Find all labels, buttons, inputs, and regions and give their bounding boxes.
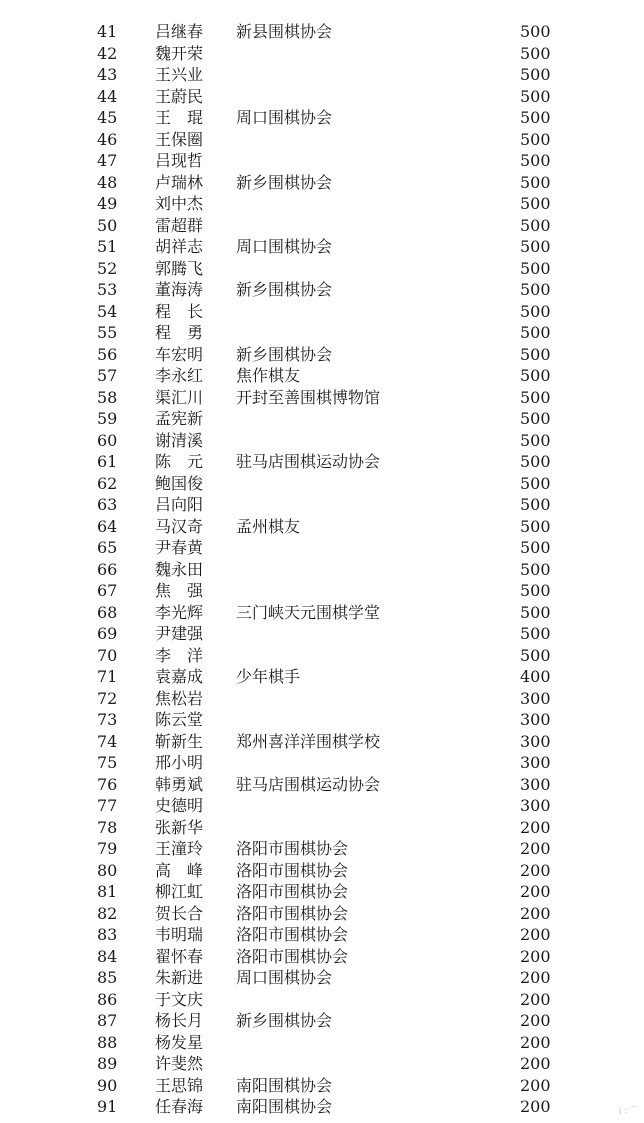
donor-name: 魏开荣 [155,43,204,63]
row-number: 81 [97,882,118,901]
list-item [0,365,644,387]
row-number: 77 [97,796,118,815]
row-number: 49 [97,194,118,213]
donor-organization: 周口围棋协会 [236,108,333,127]
list-item [0,645,644,667]
list-item [0,709,644,731]
row-number: 70 [97,645,118,665]
donor-organization: 新县围棋协会 [236,22,333,41]
donation-amount: 500 [520,452,551,471]
donation-amount: 500 [520,645,551,665]
donor-name: 王潼玲 [155,839,204,858]
watermark: (∵⌒ [618,1107,640,1117]
donation-amount: 200 [520,903,551,923]
donation-amount: 300 [520,796,551,815]
row-number: 46 [97,129,118,149]
row-number: 86 [97,989,118,1009]
row-number: 88 [97,1032,118,1052]
row-number: 76 [97,774,118,794]
list-item [0,924,644,946]
list-item [0,451,644,473]
donor-organization: 驻马店围棋运动协会 [236,774,381,794]
donor-organization: 洛阳市围棋协会 [236,882,349,901]
row-number: 64 [97,516,118,536]
row-number: 69 [97,624,118,643]
donation-amount: 200 [520,1011,551,1030]
donation-amount: 500 [520,387,551,407]
row-number: 72 [97,688,118,708]
list-item [0,795,644,817]
donor-name: 董海涛 [155,280,204,299]
donor-name: 吕向阳 [155,495,204,514]
list-item [0,623,644,645]
donor-name: 张新华 [155,817,204,837]
donation-amount: 500 [520,86,551,106]
row-number: 83 [97,925,118,944]
donation-amount: 500 [520,43,551,63]
donor-organization: 三门峡天元围棋学堂 [236,602,381,622]
donor-name: 尹建强 [155,624,204,643]
list-item [0,301,644,323]
donor-name: 焦松岩 [155,688,204,708]
donation-amount: 500 [520,495,551,514]
list-item [0,516,644,538]
donation-amount: 200 [520,1032,551,1052]
list-item [0,666,644,688]
donation-amount: 500 [520,538,551,557]
list-item [0,1075,644,1097]
list-item [0,408,644,430]
donor-name: 袁嘉成 [155,667,204,686]
donation-amount: 500 [520,409,551,428]
donation-amount: 200 [520,1097,551,1116]
donor-name: 李 洋 [155,645,204,665]
donation-amount: 500 [520,280,551,299]
donor-name: 马汉奇 [155,516,204,536]
row-number: 61 [97,452,118,471]
donor-organization: 孟州棋友 [236,516,301,536]
donation-amount: 300 [520,774,551,794]
donation-amount: 200 [520,1054,551,1073]
donor-name: 胡祥志 [155,237,204,256]
donor-name: 李光辉 [155,602,204,622]
row-number: 78 [97,817,118,837]
donor-name: 贺长合 [155,903,204,923]
list-item [0,279,644,301]
donor-organization: 南阳围棋协会 [236,1075,333,1095]
list-item [0,752,644,774]
donor-name: 杨发星 [155,1032,204,1052]
list-item [0,1032,644,1054]
row-number: 85 [97,968,118,987]
row-number: 90 [97,1075,118,1095]
row-number: 91 [97,1097,118,1116]
donor-name: 王思锦 [155,1075,204,1095]
donation-amount: 200 [520,968,551,987]
list-item [0,903,644,925]
list-item [0,537,644,559]
donor-name: 鲍国俊 [155,473,204,493]
donor-name: 于文庆 [155,989,204,1009]
row-number: 53 [97,280,118,299]
donor-organization: 洛阳市围棋协会 [236,946,349,966]
donor-name: 魏永田 [155,559,204,579]
donation-amount: 500 [520,559,551,579]
list-item [0,344,644,366]
donation-amount: 200 [520,817,551,837]
row-number: 55 [97,323,118,342]
donor-name: 王蔚民 [155,86,204,106]
donor-name: 任春海 [155,1097,204,1116]
donor-name: 渠汇川 [155,387,204,407]
donor-name: 车宏明 [155,344,204,364]
donor-name: 卢瑞林 [155,172,204,192]
donor-name: 韦明瑞 [155,925,204,944]
list-item [0,860,644,882]
row-number: 50 [97,215,118,235]
donor-organization: 周口围棋协会 [236,968,333,987]
donation-amount: 500 [520,215,551,235]
list-item [0,494,644,516]
list-item [0,236,644,258]
list-item [0,602,644,624]
row-number: 84 [97,946,118,966]
donor-name: 靳新生 [155,731,204,751]
donation-amount: 500 [520,581,551,600]
row-number: 59 [97,409,118,428]
donor-name: 王保圈 [155,129,204,149]
row-number: 89 [97,1054,118,1073]
donor-name: 吕现哲 [155,151,204,170]
list-item [0,86,644,108]
donor-name: 陈 元 [155,452,204,471]
row-number: 75 [97,753,118,772]
donor-name: 许斐然 [155,1054,204,1073]
donation-amount: 500 [520,366,551,385]
donor-organization: 郑州喜洋洋围棋学校 [236,731,381,751]
donor-organization: 新乡围棋协会 [236,280,333,299]
row-number: 47 [97,151,118,170]
row-number: 44 [97,86,118,106]
row-number: 71 [97,667,118,686]
list-item [0,43,644,65]
row-number: 45 [97,108,118,127]
donor-organization: 新乡围棋协会 [236,1011,333,1030]
row-number: 51 [97,237,118,256]
donation-amount: 500 [520,624,551,643]
donor-organization: 南阳围棋协会 [236,1097,333,1116]
donor-name: 刘中杰 [155,194,204,213]
row-number: 57 [97,366,118,385]
donation-amount: 200 [520,989,551,1009]
list-item [0,172,644,194]
list-item [0,1053,644,1075]
donor-name: 尹春黄 [155,538,204,557]
row-number: 87 [97,1011,118,1030]
list-item [0,107,644,129]
donor-name: 程 勇 [155,323,204,342]
donor-name: 谢清溪 [155,430,204,450]
row-number: 54 [97,301,118,321]
row-number: 63 [97,495,118,514]
list-item [0,989,644,1011]
donation-amount: 500 [520,301,551,321]
donation-amount: 500 [520,194,551,213]
donor-name: 李永红 [155,366,204,385]
donor-name: 陈云堂 [155,710,204,729]
list-item [0,150,644,172]
row-number: 60 [97,430,118,450]
row-number: 65 [97,538,118,557]
donation-amount: 500 [520,323,551,342]
list-item [0,215,644,237]
donation-amount: 200 [520,925,551,944]
list-item [0,1096,644,1118]
donor-organization: 少年棋手 [236,667,301,686]
row-number: 74 [97,731,118,751]
row-number: 62 [97,473,118,493]
donor-organization: 洛阳市围棋协会 [236,925,349,944]
donor-organization: 洛阳市围棋协会 [236,903,349,923]
donor-name: 翟怀春 [155,946,204,966]
donation-amount: 500 [520,172,551,192]
donor-name: 王 琨 [155,108,204,127]
donation-amount: 500 [520,258,551,278]
donation-amount: 200 [520,1075,551,1095]
donation-amount: 300 [520,688,551,708]
donation-amount: 400 [520,667,551,686]
donation-amount: 500 [520,473,551,493]
list-item [0,838,644,860]
donor-name: 孟宪新 [155,409,204,428]
row-number: 80 [97,860,118,880]
row-number: 58 [97,387,118,407]
donor-name: 杨长月 [155,1011,204,1030]
donor-organization: 周口围棋协会 [236,237,333,256]
list-item [0,387,644,409]
donor-name: 朱新进 [155,968,204,987]
donor-organization: 洛阳市围棋协会 [236,839,349,858]
donation-amount: 200 [520,882,551,901]
list-item [0,322,644,344]
donor-organization: 新乡围棋协会 [236,172,333,192]
list-item [0,817,644,839]
donation-amount: 500 [520,108,551,127]
donation-amount: 500 [520,129,551,149]
row-number: 68 [97,602,118,622]
list-item [0,967,644,989]
row-number: 56 [97,344,118,364]
donation-amount: 300 [520,731,551,751]
row-number: 67 [97,581,118,600]
list-item [0,731,644,753]
donation-amount: 500 [520,344,551,364]
donation-amount: 300 [520,753,551,772]
list-item [0,1010,644,1032]
donor-name: 焦 强 [155,581,204,600]
donation-amount: 300 [520,710,551,729]
row-number: 42 [97,43,118,63]
list-item [0,946,644,968]
row-number: 43 [97,65,118,84]
row-number: 52 [97,258,118,278]
list-item [0,580,644,602]
donor-name: 程 长 [155,301,204,321]
donation-amount: 500 [520,65,551,84]
donor-name: 郭腾飞 [155,258,204,278]
list-item [0,64,644,86]
row-number: 82 [97,903,118,923]
row-number: 66 [97,559,118,579]
list-item [0,688,644,710]
list-item [0,21,644,43]
donor-name: 吕继春 [155,22,204,41]
list-item [0,774,644,796]
donor-name: 柳江虹 [155,882,204,901]
donor-organization: 开封至善围棋博物馆 [236,387,381,407]
donation-amount: 500 [520,516,551,536]
list-item [0,559,644,581]
donor-name: 王兴业 [155,65,204,84]
donation-amount: 200 [520,860,551,880]
donor-organization: 焦作棋友 [236,366,301,385]
row-number: 41 [97,22,118,41]
donation-amount: 500 [520,151,551,170]
donation-amount: 500 [520,22,551,41]
donation-amount: 500 [520,237,551,256]
row-number: 73 [97,710,118,729]
list-item [0,881,644,903]
list-item [0,193,644,215]
donor-name: 邢小明 [155,753,204,772]
donor-name: 高 峰 [155,860,204,880]
list-item [0,430,644,452]
list-item [0,129,644,151]
donation-amount: 500 [520,430,551,450]
donation-amount: 200 [520,946,551,966]
donor-organization: 驻马店围棋运动协会 [236,452,381,471]
donor-list [0,21,644,1118]
donation-amount: 500 [520,602,551,622]
donor-organization: 新乡围棋协会 [236,344,333,364]
donor-organization: 洛阳市围棋协会 [236,860,349,880]
row-number: 79 [97,839,118,858]
donor-name: 史德明 [155,796,204,815]
donor-name: 雷超群 [155,215,204,235]
list-item [0,258,644,280]
donation-amount: 200 [520,839,551,858]
donor-name: 韩勇斌 [155,774,204,794]
list-item [0,473,644,495]
row-number: 48 [97,172,118,192]
